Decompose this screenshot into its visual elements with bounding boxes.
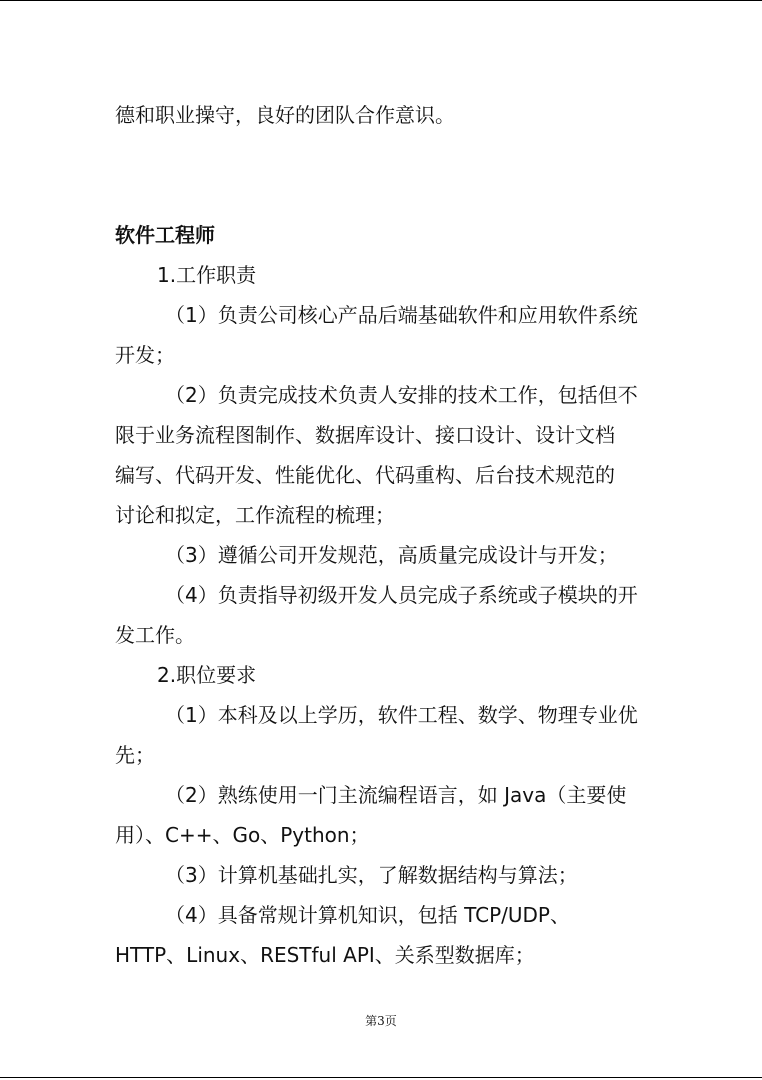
requirement-item-1-line-2: 先； [115, 743, 155, 767]
page-number: 第3页 [365, 1014, 397, 1028]
requirement-item-3-line-1: （3）计算机基础扎实，了解数据结构与算法； [165, 863, 578, 887]
section-title: 软件工程师 [115, 223, 215, 247]
duty-item-2-line-1: （2）负责完成技术负责人安排的技术工作，包括但不 [165, 383, 638, 407]
page-top-rule [0, 0, 762, 1]
duty-item-3-line-1: （3）遵循公司开发规范，高质量完成设计与开发； [165, 543, 618, 567]
section-gap [115, 135, 645, 215]
requirements-heading: 2.职位要求 [157, 663, 257, 687]
requirement-item-4-line-1: （4）具备常规计算机知识，包括 TCP/UDP、 [165, 903, 570, 927]
requirement-item-2-line-1: （2）熟练使用一门主流编程语言，如 Java（主要使 [165, 783, 627, 807]
duty-item-2-line-2: 限于业务流程图制作、数据库设计、接口设计、设计文档 [115, 423, 615, 447]
duty-item-2-line-4: 讨论和拟定，工作流程的梳理； [115, 503, 395, 527]
requirement-item-1-line-1: （1）本科及以上学历，软件工程、数学、物理专业优 [165, 703, 638, 727]
continued-paragraph-line: 德和职业操守，良好的团队合作意识。 [115, 103, 455, 127]
duty-item-4-line-1: （4）负责指导初级开发人员完成子系统或子模块的开 [165, 583, 638, 607]
document-body [115, 95, 645, 975]
duty-item-1-line-1: （1）负责公司核心产品后端基础软件和应用软件系统 [165, 303, 638, 327]
page-bottom-rule [0, 1077, 762, 1078]
duty-item-2-line-3: 编写、代码开发、性能优化、代码重构、后台技术规范的 [115, 463, 615, 487]
requirement-item-4-line-2: HTTP、Linux、RESTful API、关系型数据库； [115, 943, 535, 967]
duty-item-1-line-2: 开发； [115, 343, 175, 367]
duty-item-4-line-2: 发工作。 [115, 623, 195, 647]
duties-heading: 1.工作职责 [157, 263, 257, 287]
requirement-item-2-line-2: 用）、C++、Go、Python； [115, 823, 370, 847]
